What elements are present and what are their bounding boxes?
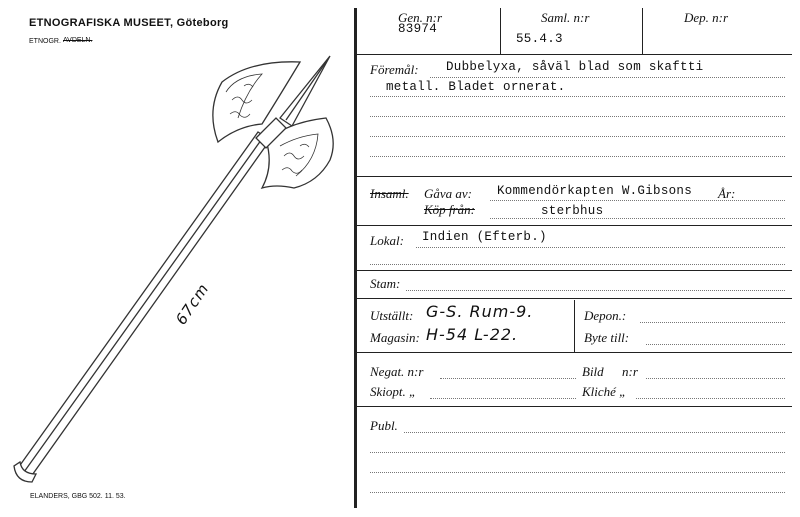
dotted-line: [370, 452, 785, 453]
gava-label: Gåva av:: [424, 186, 473, 201]
rule-foremal: [356, 176, 792, 177]
ar-label: År:: [718, 186, 736, 201]
insaml-label: Insaml.: [370, 186, 409, 201]
dotted-line: [646, 378, 785, 379]
rule-gava: [356, 225, 792, 226]
kop-value: sterbhus: [541, 204, 604, 218]
dotted-line: [370, 96, 785, 97]
bild-label: Bild: [582, 364, 604, 379]
dotted-line: [370, 116, 785, 117]
gen-value: 83974: [398, 22, 438, 36]
header-divider-1: [500, 8, 501, 54]
bild-nr-label: n:r: [622, 364, 638, 379]
dotted-line: [404, 432, 785, 433]
header-divider-2: [642, 8, 643, 54]
dotted-line: [430, 77, 785, 78]
printer-imprint: ELANDERS, GBG 502. 11. 53.: [30, 493, 126, 500]
utstallt-label: Utställt:: [370, 308, 414, 323]
skiopt-label: Skiopt. „: [370, 384, 417, 399]
dotted-line: [370, 492, 785, 493]
dotted-line: [406, 290, 785, 291]
dotted-line: [416, 247, 785, 248]
dep-label: Dep. n:r: [684, 10, 729, 25]
rule-storage: [356, 352, 792, 353]
department-struck: AVDELN.: [63, 37, 93, 44]
utstallt-value: G-S. Rum-9.: [426, 302, 534, 321]
storage-divider: [574, 300, 575, 352]
rule-photo: [356, 406, 792, 407]
depon-label: Depon.:: [584, 308, 627, 323]
dotted-line: [430, 398, 576, 399]
double-axe-drawing: [0, 0, 350, 517]
gen-label: Gen. n:r: [398, 10, 443, 25]
foremal-label: Föremål:: [370, 62, 419, 77]
rule-lokal: [356, 270, 792, 271]
card-border: [354, 8, 357, 508]
saml-value: 55.4.3: [516, 32, 563, 46]
dotted-line: [646, 344, 785, 345]
publ-label: Publ.: [370, 418, 398, 433]
magasin-value: H-54 L-22.: [426, 325, 519, 344]
dotted-line: [440, 378, 576, 379]
gava-value: Kommendörkapten W.Gibsons: [497, 184, 693, 198]
foremal-line-1: Dubbelyxa, såväl blad som skaftti: [446, 60, 704, 74]
dotted-line: [640, 322, 785, 323]
dotted-line: [490, 218, 785, 219]
dotted-line: [636, 398, 785, 399]
lokal-label: Lokal:: [370, 233, 404, 248]
length-annotation: 67cm: [172, 279, 213, 329]
lokal-value: Indien (Efterb.): [422, 230, 547, 244]
dotted-line: [490, 200, 785, 201]
rule-stam: [356, 298, 792, 299]
museum-title: ETNOGRAFISKA MUSEET, Göteborg: [29, 17, 229, 29]
department-label: ETNOGR.: [29, 38, 61, 45]
kop-label: Köp från:: [424, 202, 475, 217]
rule-header: [356, 54, 792, 55]
dotted-line: [370, 136, 785, 137]
byte-label: Byte till:: [584, 330, 630, 345]
foremal-line-2: metall. Bladet ornerat.: [386, 80, 566, 94]
dotted-line: [370, 156, 785, 157]
saml-label: Saml. n:r: [541, 10, 590, 25]
kliche-label: Kliché „: [582, 384, 627, 399]
magasin-label: Magasin:: [370, 330, 420, 345]
negat-label: Negat. n:r: [370, 364, 424, 379]
stam-label: Stam:: [370, 276, 401, 291]
dotted-line: [370, 472, 785, 473]
dotted-line: [370, 264, 785, 265]
